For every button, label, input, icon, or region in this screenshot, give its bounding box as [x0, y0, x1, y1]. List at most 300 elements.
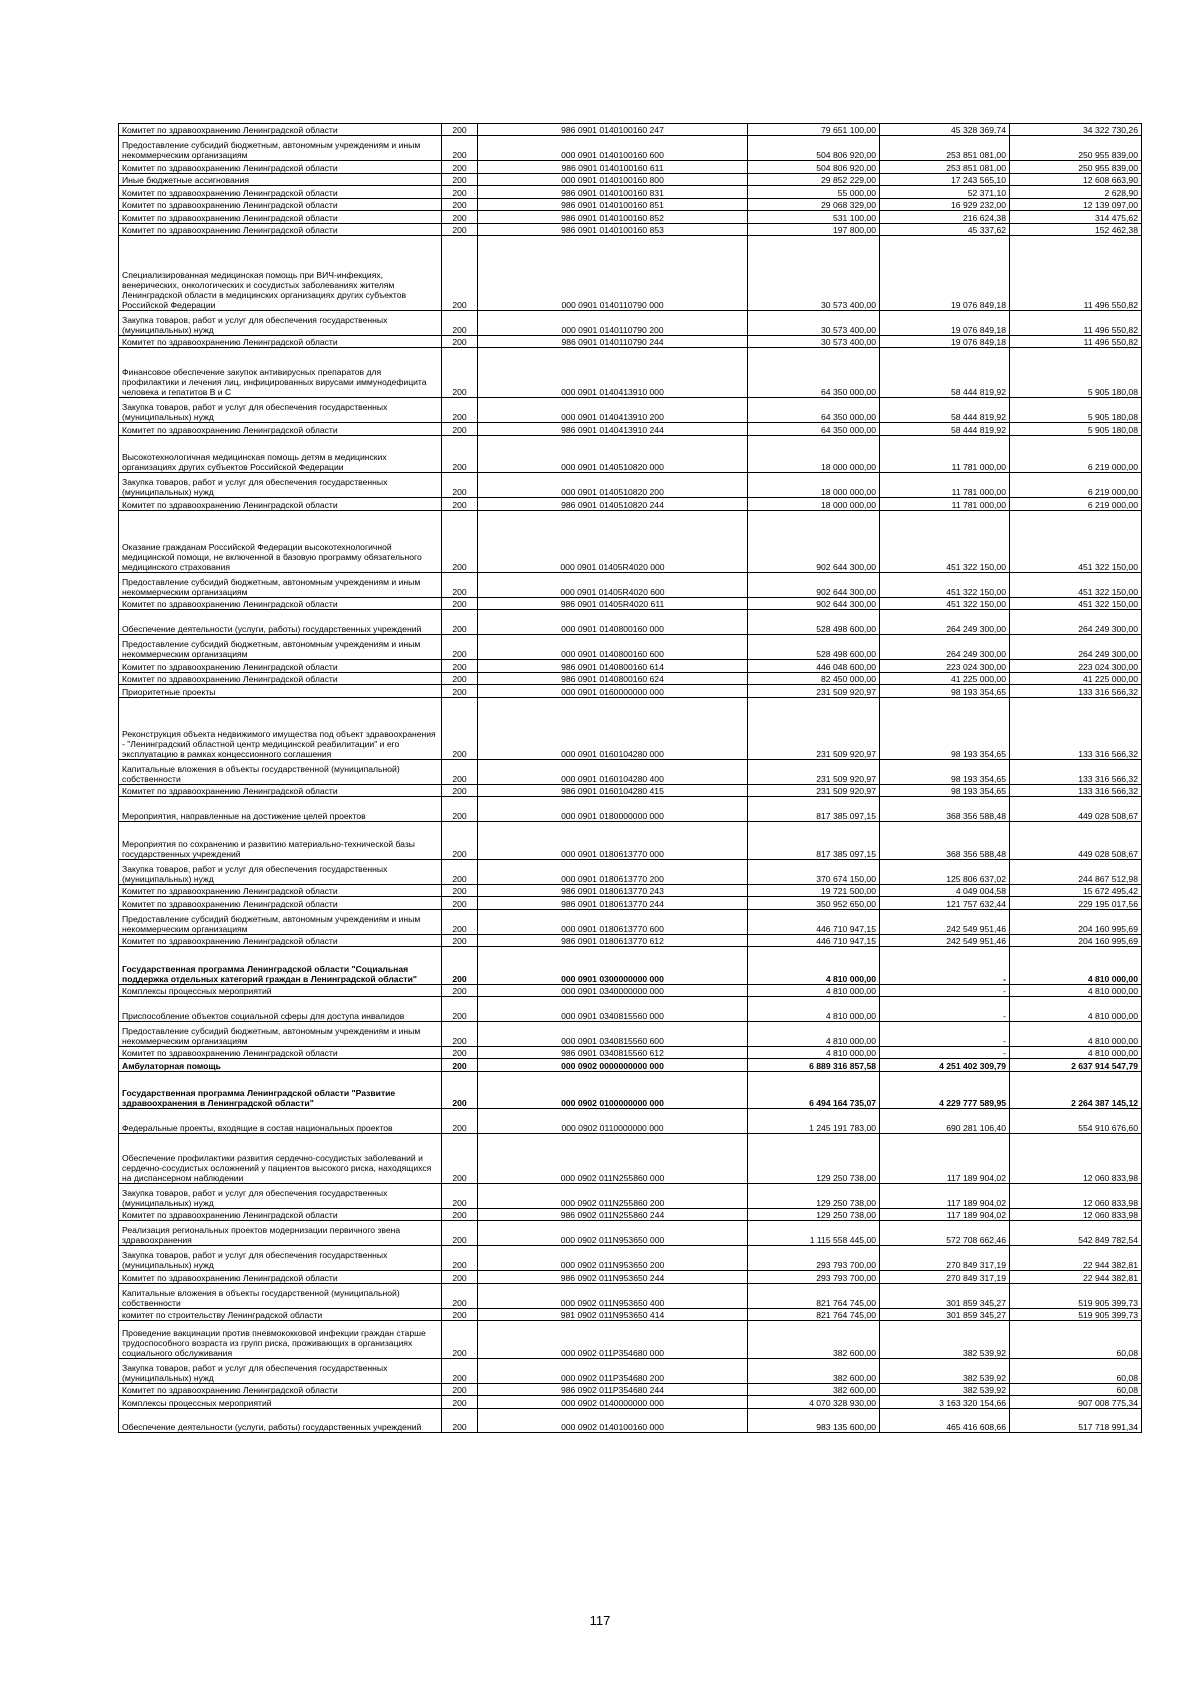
cell-approved: 528 498 600,00: [748, 610, 880, 635]
cell-budget-code: 986 0901 0180613770 612: [478, 934, 748, 946]
cell-unexecuted: 5 905 180,08: [1010, 423, 1142, 435]
cell-budget-code: 000 0901 0340000000 000: [478, 984, 748, 996]
cell-budget-code: 986 0901 0140100160 852: [478, 211, 748, 223]
cell-budget-code: 000 0901 0140110790 000: [478, 236, 748, 311]
cell-line-code: 200: [442, 186, 478, 198]
cell-line-code: 200: [442, 1308, 478, 1320]
cell-approved: 1 115 558 445,00: [748, 1221, 880, 1246]
cell-line-code: 200: [442, 572, 478, 597]
cell-approved: 4 810 000,00: [748, 1046, 880, 1058]
cell-name: Закупка товаров, работ и услуг для обеспечения государственных (муниципальных) нужд: [119, 859, 442, 884]
cell-name: Комитет по здравоохранению Ленинградской области: [119, 597, 442, 609]
cell-approved: 4 070 328 930,00: [748, 1396, 880, 1408]
cell-budget-code: 000 0902 011N953650 400: [478, 1283, 748, 1308]
cell-approved: 231 509 920,97: [748, 760, 880, 785]
cell-line-code: 200: [442, 822, 478, 859]
cell-line-code: 200: [442, 934, 478, 946]
cell-budget-code: 000 0902 0100000000 000: [478, 1071, 748, 1108]
cell-approved: 382 600,00: [748, 1383, 880, 1395]
cell-unexecuted: 12 608 663,90: [1010, 173, 1142, 185]
cell-executed: 19 076 849,18: [880, 336, 1010, 348]
cell-budget-code: 000 0901 0340815560 000: [478, 996, 748, 1021]
cell-unexecuted: 451 322 150,00: [1010, 510, 1142, 572]
cell-unexecuted: 11 496 550,82: [1010, 236, 1142, 311]
cell-line-code: 200: [442, 1396, 478, 1408]
cell-line-code: 200: [442, 1059, 478, 1071]
cell-approved: 79 651 100,00: [748, 124, 880, 136]
cell-budget-code: 000 0902 0110000000 000: [478, 1109, 748, 1134]
cell-budget-code: 986 0901 0140100160 247: [478, 124, 748, 136]
cell-line-code: 200: [442, 909, 478, 934]
cell-budget-code: 986 0901 0160104280 415: [478, 784, 748, 796]
cell-executed: 382 539,92: [880, 1321, 1010, 1358]
cell-budget-code: 000 0901 0160104280 400: [478, 760, 748, 785]
table-row: [119, 211, 1142, 223]
cell-unexecuted: 60,08: [1010, 1358, 1142, 1383]
cell-line-code: 200: [442, 223, 478, 235]
table-row: [119, 1321, 1142, 1358]
cell-budget-code: 000 0901 0140800160 600: [478, 635, 748, 660]
cell-approved: 30 573 400,00: [748, 236, 880, 311]
cell-unexecuted: 314 475,62: [1010, 211, 1142, 223]
cell-unexecuted: 264 249 300,00: [1010, 635, 1142, 660]
cell-executed: 11 781 000,00: [880, 498, 1010, 510]
cell-approved: 382 600,00: [748, 1321, 880, 1358]
cell-name: Государственная программа Ленинградской области "Развитие здравоохранения в Ленинградской области": [119, 1071, 442, 1108]
cell-line-code: 200: [442, 398, 478, 423]
cell-budget-code: 986 0901 0140800160 624: [478, 672, 748, 684]
cell-line-code: 200: [442, 1321, 478, 1358]
cell-approved: 817 385 097,15: [748, 822, 880, 859]
cell-name: Комитет по здравоохранению Ленинградской области: [119, 198, 442, 210]
cell-name: Комитет по здравоохранению Ленинградской области: [119, 672, 442, 684]
cell-unexecuted: 204 160 995,69: [1010, 934, 1142, 946]
cell-unexecuted: 2 628,90: [1010, 186, 1142, 198]
table-row: [119, 897, 1142, 909]
cell-unexecuted: 4 810 000,00: [1010, 984, 1142, 996]
cell-unexecuted: 12 139 097,00: [1010, 198, 1142, 210]
cell-executed: 19 076 849,18: [880, 311, 1010, 336]
cell-name: Комитет по здравоохранению Ленинградской области: [119, 934, 442, 946]
cell-line-code: 200: [442, 1184, 478, 1209]
table-row: [119, 1109, 1142, 1134]
cell-unexecuted: 60,08: [1010, 1383, 1142, 1395]
cell-approved: 19 721 500,00: [748, 884, 880, 896]
cell-name: Обеспечение деятельности (услуги, работы) государственных учреждений: [119, 610, 442, 635]
cell-unexecuted: 133 316 566,32: [1010, 685, 1142, 697]
cell-name: Комитет по здравоохранению Ленинградской области: [119, 423, 442, 435]
cell-name: Закупка товаров, работ и услуг для обеспечения государственных (муниципальных) нужд: [119, 1246, 442, 1271]
cell-budget-code: 000 0901 0140800160 000: [478, 610, 748, 635]
cell-approved: 370 674 150,00: [748, 859, 880, 884]
cell-line-code: 200: [442, 473, 478, 498]
cell-line-code: 200: [442, 1071, 478, 1108]
table-row: [119, 161, 1142, 173]
cell-executed: 264 249 300,00: [880, 635, 1010, 660]
table-row: [119, 1046, 1142, 1058]
cell-name: Предоставление субсидий бюджетным, автономным учреждениям и иным некоммерческим организациям: [119, 136, 442, 161]
cell-approved: 197 800,00: [748, 223, 880, 235]
cell-executed: 98 193 354,65: [880, 697, 1010, 759]
cell-budget-code: 000 0901 0180613770 200: [478, 859, 748, 884]
cell-budget-code: 000 0901 0180613770 600: [478, 909, 748, 934]
cell-approved: 18 000 000,00: [748, 473, 880, 498]
cell-unexecuted: 4 810 000,00: [1010, 1046, 1142, 1058]
cell-line-code: 200: [442, 660, 478, 672]
cell-executed: 382 539,92: [880, 1383, 1010, 1395]
cell-line-code: 200: [442, 947, 478, 984]
cell-budget-code: 000 0901 01405R4020 000: [478, 510, 748, 572]
cell-line-code: 200: [442, 1046, 478, 1058]
cell-line-code: 200: [442, 1408, 478, 1433]
cell-budget-code: 000 0901 0160000000 000: [478, 685, 748, 697]
table-row: [119, 1396, 1142, 1408]
cell-name: Оказание гражданам Российской Федерации высокотехнологичной медицинской помощи, не включенной в базовую программу обязательного медицинского страхования: [119, 510, 442, 572]
table-row: [119, 1283, 1142, 1308]
table-row: [119, 635, 1142, 660]
cell-name: Комитет по здравоохранению Ленинградской области: [119, 784, 442, 796]
cell-budget-code: 986 0901 0140100160 853: [478, 223, 748, 235]
cell-name: Комитет по здравоохранению Ленинградской области: [119, 1046, 442, 1058]
cell-approved: 983 135 600,00: [748, 1408, 880, 1433]
cell-budget-code: 000 0902 0000000000 000: [478, 1059, 748, 1071]
table-row: [119, 797, 1142, 822]
cell-approved: 82 450 000,00: [748, 672, 880, 684]
cell-executed: 58 444 819,92: [880, 398, 1010, 423]
cell-budget-code: 000 0901 0300000000 000: [478, 947, 748, 984]
table-row: [119, 1134, 1142, 1184]
cell-executed: 253 851 081,00: [880, 161, 1010, 173]
cell-approved: 129 250 738,00: [748, 1208, 880, 1220]
table-row: [119, 760, 1142, 785]
cell-executed: 58 444 819,92: [880, 423, 1010, 435]
cell-line-code: 200: [442, 1109, 478, 1134]
cell-name: Комплексы процессных мероприятий: [119, 984, 442, 996]
cell-unexecuted: 22 944 382,81: [1010, 1246, 1142, 1271]
cell-approved: 293 793 700,00: [748, 1271, 880, 1283]
cell-name: Приоритетные проекты: [119, 685, 442, 697]
table-row: [119, 1221, 1142, 1246]
cell-approved: 231 509 920,97: [748, 697, 880, 759]
cell-approved: 64 350 000,00: [748, 398, 880, 423]
cell-unexecuted: 22 944 382,81: [1010, 1271, 1142, 1283]
cell-line-code: 200: [442, 336, 478, 348]
cell-approved: 4 810 000,00: [748, 996, 880, 1021]
cell-line-code: 200: [442, 236, 478, 311]
table-row: [119, 859, 1142, 884]
cell-unexecuted: 204 160 995,69: [1010, 909, 1142, 934]
cell-executed: 45 328 369,74: [880, 124, 1010, 136]
cell-approved: 528 498 600,00: [748, 635, 880, 660]
cell-line-code: 200: [442, 610, 478, 635]
table-row: [119, 1358, 1142, 1383]
cell-approved: 504 806 920,00: [748, 161, 880, 173]
table-row: [119, 947, 1142, 984]
cell-name: Реализация региональных проектов модернизации первичного звена здравоохранения: [119, 1221, 442, 1246]
cell-name: Приспособление объектов социальной сферы для доступа инвалидов: [119, 996, 442, 1021]
cell-unexecuted: 6 219 000,00: [1010, 473, 1142, 498]
table-row: [119, 348, 1142, 398]
cell-line-code: 200: [442, 311, 478, 336]
cell-unexecuted: 4 810 000,00: [1010, 996, 1142, 1021]
cell-executed: 264 249 300,00: [880, 610, 1010, 635]
cell-executed: 125 806 637,02: [880, 859, 1010, 884]
cell-executed: 242 549 951,46: [880, 934, 1010, 946]
cell-name: Комитет по здравоохранению Ленинградской области: [119, 336, 442, 348]
table-row: [119, 597, 1142, 609]
cell-name: Иные бюджетные ассигнования: [119, 173, 442, 185]
cell-budget-code: 986 0902 011P354680 244: [478, 1383, 748, 1395]
cell-name: Комитет по здравоохранению Ленинградской области: [119, 1208, 442, 1220]
cell-approved: 4 810 000,00: [748, 947, 880, 984]
table-row: [119, 1271, 1142, 1283]
table-row: [119, 498, 1142, 510]
cell-name: Комитет по здравоохранению Ленинградской области: [119, 223, 442, 235]
cell-unexecuted: 554 910 676,60: [1010, 1109, 1142, 1134]
cell-line-code: 200: [442, 1271, 478, 1283]
cell-approved: 18 000 000,00: [748, 498, 880, 510]
cell-line-code: 200: [442, 897, 478, 909]
table-row: [119, 423, 1142, 435]
cell-executed: 41 225 000,00: [880, 672, 1010, 684]
cell-executed: 17 243 565,10: [880, 173, 1010, 185]
cell-unexecuted: 451 322 150,00: [1010, 597, 1142, 609]
table-row: [119, 1184, 1142, 1209]
cell-unexecuted: 6 219 000,00: [1010, 498, 1142, 510]
cell-unexecuted: 133 316 566,32: [1010, 760, 1142, 785]
cell-unexecuted: 517 718 991,34: [1010, 1408, 1142, 1433]
cell-executed: 301 859 345,27: [880, 1308, 1010, 1320]
cell-executed: 301 859 345,27: [880, 1283, 1010, 1308]
cell-budget-code: 000 0901 01405R4020 600: [478, 572, 748, 597]
cell-line-code: 200: [442, 124, 478, 136]
cell-name: Комитет по здравоохранению Ленинградской области: [119, 660, 442, 672]
cell-line-code: 200: [442, 784, 478, 796]
cell-name: комитет по строительству Ленинградской области: [119, 1308, 442, 1320]
cell-line-code: 200: [442, 797, 478, 822]
cell-approved: 293 793 700,00: [748, 1246, 880, 1271]
cell-unexecuted: 12 060 833,98: [1010, 1208, 1142, 1220]
table-row: [119, 136, 1142, 161]
cell-approved: 55 000,00: [748, 186, 880, 198]
cell-unexecuted: 250 955 839,00: [1010, 136, 1142, 161]
cell-name: Реконструкция объекта недвижимого имущества под объект здравоохранения - "Ленинградский областной центр медицинской реабилитации" и его эксплуатацию в рамках концессионного соглашения: [119, 697, 442, 759]
cell-line-code: 200: [442, 1021, 478, 1046]
cell-executed: 45 337,62: [880, 223, 1010, 235]
cell-executed: 451 322 150,00: [880, 597, 1010, 609]
cell-name: Федеральные проекты, входящие в состав национальных проектов: [119, 1109, 442, 1134]
cell-approved: 504 806 920,00: [748, 136, 880, 161]
cell-executed: 4 049 004,58: [880, 884, 1010, 896]
cell-executed: 16 929 232,00: [880, 198, 1010, 210]
cell-unexecuted: 133 316 566,32: [1010, 784, 1142, 796]
cell-approved: 64 350 000,00: [748, 423, 880, 435]
cell-name: Предоставление субсидий бюджетным, автономным учреждениям и иным некоммерческим организациям: [119, 909, 442, 934]
cell-budget-code: 000 0901 0140100160 600: [478, 136, 748, 161]
cell-approved: 446 710 947,15: [748, 909, 880, 934]
cell-unexecuted: 519 905 399,73: [1010, 1308, 1142, 1320]
cell-executed: 382 539,92: [880, 1358, 1010, 1383]
cell-unexecuted: 250 955 839,00: [1010, 161, 1142, 173]
cell-approved: 64 350 000,00: [748, 348, 880, 398]
cell-name: Комитет по здравоохранению Ленинградской области: [119, 211, 442, 223]
cell-executed: -: [880, 996, 1010, 1021]
cell-unexecuted: 12 060 833,98: [1010, 1134, 1142, 1184]
cell-approved: 6 889 316 857,58: [748, 1059, 880, 1071]
cell-unexecuted: 519 905 399,73: [1010, 1283, 1142, 1308]
cell-budget-code: 000 0902 011P354680 200: [478, 1358, 748, 1383]
table-row: [119, 435, 1142, 472]
table-row: [119, 1246, 1142, 1271]
table-body: [119, 124, 1142, 1433]
cell-unexecuted: 2 264 387 145,12: [1010, 1071, 1142, 1108]
table-row: [119, 1059, 1142, 1071]
table-row: [119, 236, 1142, 311]
cell-line-code: 200: [442, 348, 478, 398]
cell-line-code: 200: [442, 685, 478, 697]
cell-name: Комплексы процессных мероприятий: [119, 1396, 442, 1408]
cell-unexecuted: 60,08: [1010, 1321, 1142, 1358]
cell-name: Закупка товаров, работ и услуг для обеспечения государственных (муниципальных) нужд: [119, 473, 442, 498]
cell-executed: 270 849 317,19: [880, 1271, 1010, 1283]
cell-executed: 253 851 081,00: [880, 136, 1010, 161]
table-row: [119, 311, 1142, 336]
cell-approved: 30 573 400,00: [748, 311, 880, 336]
cell-unexecuted: 133 316 566,32: [1010, 697, 1142, 759]
cell-line-code: 200: [442, 1358, 478, 1383]
cell-unexecuted: 11 496 550,82: [1010, 336, 1142, 348]
cell-name: Специализированная медицинская помощь при ВИЧ-инфекциях, венерических, онкологических и сосудистых заболеваниях жителям Ленинградской области в медицинских организациях других субъектов Российской Федерации: [119, 236, 442, 311]
cell-executed: 465 416 608,66: [880, 1408, 1010, 1433]
cell-executed: 451 322 150,00: [880, 510, 1010, 572]
cell-unexecuted: 12 060 833,98: [1010, 1184, 1142, 1209]
cell-executed: 11 781 000,00: [880, 435, 1010, 472]
cell-unexecuted: 11 496 550,82: [1010, 311, 1142, 336]
cell-budget-code: 000 0902 011N953650 200: [478, 1246, 748, 1271]
cell-executed: 4 251 402 309,79: [880, 1059, 1010, 1071]
table-row: [119, 186, 1142, 198]
cell-budget-code: 000 0901 0180000000 000: [478, 797, 748, 822]
cell-line-code: 200: [442, 435, 478, 472]
cell-name: Амбулаторная помощь: [119, 1059, 442, 1071]
cell-name: Закупка товаров, работ и услуг для обеспечения государственных (муниципальных) нужд: [119, 311, 442, 336]
budget-execution-table: [118, 123, 1142, 1433]
cell-budget-code: 000 0902 011N953650 000: [478, 1221, 748, 1246]
cell-approved: 531 100,00: [748, 211, 880, 223]
cell-unexecuted: 449 028 508,67: [1010, 797, 1142, 822]
table-row: [119, 1071, 1142, 1108]
cell-budget-code: 000 0902 0140100160 000: [478, 1408, 748, 1433]
cell-name: Комитет по здравоохранению Ленинградской области: [119, 884, 442, 896]
table-row: [119, 909, 1142, 934]
cell-approved: 29 852 229,00: [748, 173, 880, 185]
cell-approved: 821 764 745,00: [748, 1308, 880, 1320]
cell-budget-code: 000 0901 0140110790 200: [478, 311, 748, 336]
cell-line-code: 200: [442, 1383, 478, 1395]
cell-executed: 11 781 000,00: [880, 473, 1010, 498]
cell-unexecuted: 4 810 000,00: [1010, 947, 1142, 984]
table-row: [119, 660, 1142, 672]
cell-line-code: 200: [442, 173, 478, 185]
cell-name: Предоставление субсидий бюджетным, автономным учреждениям и иным некоммерческим организациям: [119, 1021, 442, 1046]
cell-executed: 270 849 317,19: [880, 1246, 1010, 1271]
cell-approved: 1 245 191 783,00: [748, 1109, 880, 1134]
table-row: [119, 822, 1142, 859]
cell-approved: 821 764 745,00: [748, 1283, 880, 1308]
cell-line-code: 200: [442, 996, 478, 1021]
cell-budget-code: 986 0901 0140510820 244: [478, 498, 748, 510]
cell-executed: 216 624,38: [880, 211, 1010, 223]
cell-name: Государственная программа Ленинградской области "Социальная поддержка отдельных категорий граждан в Ленинградской области": [119, 947, 442, 984]
cell-unexecuted: 542 849 782,54: [1010, 1221, 1142, 1246]
table-row: [119, 996, 1142, 1021]
table-row: [119, 884, 1142, 896]
cell-line-code: 200: [442, 1283, 478, 1308]
cell-budget-code: 000 0901 0180613770 000: [478, 822, 748, 859]
cell-budget-code: 000 0901 0140510820 200: [478, 473, 748, 498]
cell-executed: 19 076 849,18: [880, 236, 1010, 311]
cell-executed: 4 229 777 589,95: [880, 1071, 1010, 1108]
cell-name: Комитет по здравоохранению Ленинградской области: [119, 1383, 442, 1395]
cell-approved: 350 952 650,00: [748, 897, 880, 909]
cell-name: Комитет по здравоохранению Ленинградской области: [119, 1271, 442, 1283]
cell-unexecuted: 244 867 512,98: [1010, 859, 1142, 884]
cell-unexecuted: 15 672 495,42: [1010, 884, 1142, 896]
cell-name: Предоставление субсидий бюджетным, автономным учреждениям и иным некоммерческим организациям: [119, 572, 442, 597]
table-row: [119, 1208, 1142, 1220]
cell-line-code: 200: [442, 597, 478, 609]
table-row: [119, 398, 1142, 423]
cell-line-code: 200: [442, 635, 478, 660]
cell-name: Капитальные вложения в объекты государственной (муниципальной) собственности: [119, 760, 442, 785]
cell-approved: 446 710 947,15: [748, 934, 880, 946]
table-row: [119, 697, 1142, 759]
table-row: [119, 610, 1142, 635]
cell-executed: 690 281 106,40: [880, 1109, 1010, 1134]
cell-budget-code: 986 0902 011N953650 244: [478, 1271, 748, 1283]
cell-unexecuted: 223 024 300,00: [1010, 660, 1142, 672]
table-row: [119, 672, 1142, 684]
cell-budget-code: 986 0901 0140100160 851: [478, 198, 748, 210]
cell-budget-code: 000 0901 0140413910 200: [478, 398, 748, 423]
cell-name: Обеспечение деятельности (услуги, работы) государственных учреждений: [119, 1408, 442, 1433]
cell-approved: 382 600,00: [748, 1358, 880, 1383]
cell-unexecuted: 451 322 150,00: [1010, 572, 1142, 597]
cell-executed: 98 193 354,65: [880, 760, 1010, 785]
cell-executed: 368 356 588,48: [880, 822, 1010, 859]
cell-executed: 451 322 150,00: [880, 572, 1010, 597]
cell-name: Капитальные вложения в объекты государственной (муниципальной) собственности: [119, 1283, 442, 1308]
cell-budget-code: 000 0902 011N255860 200: [478, 1184, 748, 1209]
table-row: [119, 223, 1142, 235]
cell-approved: 4 810 000,00: [748, 984, 880, 996]
cell-name: Высокотехнологичная медицинская помощь детям в медицинских организациях других субъектов Российской Федерации: [119, 435, 442, 472]
table-row: [119, 336, 1142, 348]
cell-unexecuted: 4 810 000,00: [1010, 1021, 1142, 1046]
cell-unexecuted: 6 219 000,00: [1010, 435, 1142, 472]
cell-unexecuted: 5 905 180,08: [1010, 348, 1142, 398]
cell-budget-code: 986 0901 0180613770 243: [478, 884, 748, 896]
cell-unexecuted: 264 249 300,00: [1010, 610, 1142, 635]
cell-line-code: 200: [442, 672, 478, 684]
cell-name: Обеспечение профилактики развития сердечно-сосудистых заболеваний и сердечно-сосудистых осложнений у пациентов высокого риска, находящихся на диспансерном наблюдении: [119, 1134, 442, 1184]
cell-executed: -: [880, 947, 1010, 984]
cell-approved: 902 644 300,00: [748, 510, 880, 572]
cell-approved: 6 494 164 735,07: [748, 1071, 880, 1108]
table-row: [119, 934, 1142, 946]
table-row: [119, 1408, 1142, 1433]
cell-line-code: 200: [442, 161, 478, 173]
